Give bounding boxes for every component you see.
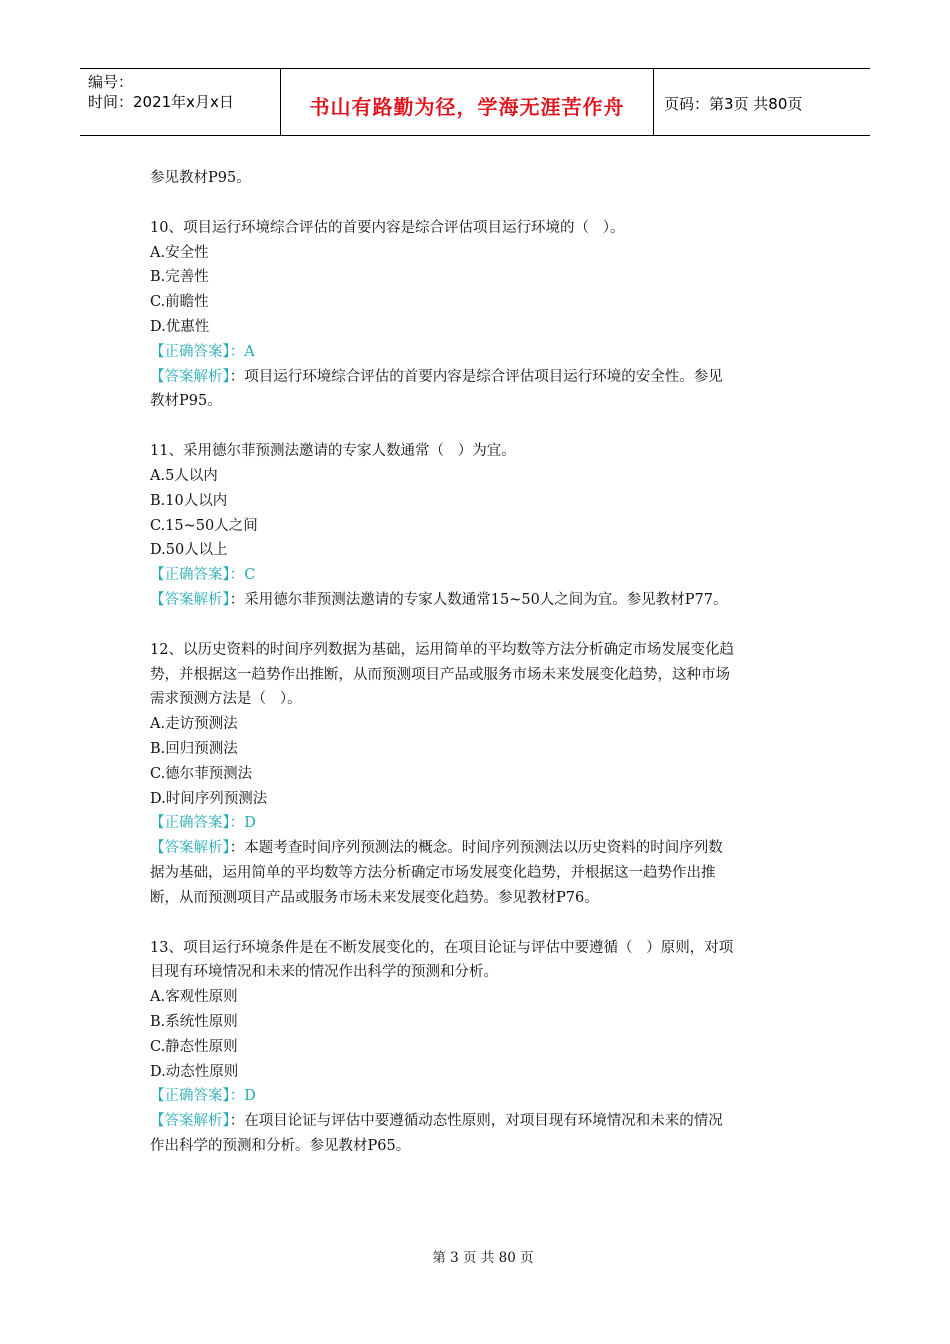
question-stem-cont: 需求预测方法是（ ）。 bbox=[150, 691, 302, 708]
answer-analysis-text: ：本题考查时间序列预测法的概念。时间序列预测法以历史资料的时间序列数 bbox=[229, 840, 723, 857]
option-b: B.回归预测法 bbox=[150, 740, 238, 757]
option-c: C.15~50人之间 bbox=[150, 517, 258, 534]
question-stem-cont: 目现有环境情况和未来的情况作出科学的预测和分析。 bbox=[150, 964, 498, 981]
option-c: C.德尔菲预测法 bbox=[150, 765, 253, 782]
option-d: D.优惠性 bbox=[150, 318, 210, 335]
correct-answer-value: ：C bbox=[229, 567, 256, 584]
correct-answer-tag: 【正确答案】 bbox=[150, 567, 230, 584]
page-footer: 第 3 页 共 80 页 bbox=[432, 1250, 534, 1266]
answer-analysis-text: ：在项目论证与评估中要遵循动态性原则，对项目现有环境情况和未来的情况 bbox=[229, 1113, 723, 1130]
question-stem: 10、项目运行环境综合评估的首要内容是综合评估项目运行环境的（ ）。 bbox=[150, 219, 625, 236]
answer-analysis-cont: 教材P95。 bbox=[150, 393, 222, 410]
option-a: A.安全性 bbox=[150, 244, 209, 261]
correct-answer-tag: 【正确答案】 bbox=[150, 815, 230, 832]
correct-answer-tag: 【正确答案】 bbox=[150, 343, 230, 360]
option-d: D.时间序列预测法 bbox=[150, 790, 268, 807]
option-c: C.静态性原则 bbox=[150, 1038, 238, 1055]
question-stem: 11、采用德尔菲预测法邀请的专家人数通常（ ）为宜。 bbox=[150, 443, 516, 460]
document-time-label: 时间：2021年x月x日 bbox=[88, 93, 234, 111]
document-number-label: 编号： bbox=[88, 73, 134, 91]
correct-answer-tag: 【正确答案】 bbox=[150, 1088, 230, 1105]
answer-analysis-tag: 【答案解析】 bbox=[150, 368, 230, 385]
document-body bbox=[150, 166, 800, 1184]
question-stem: 13、项目运行环境条件是在不断发展变化的，在项目论证与评估中要遵循（ ）原则，对项 bbox=[150, 939, 734, 956]
correct-answer bbox=[150, 563, 800, 588]
option-b: B.10人以内 bbox=[150, 492, 228, 509]
question-stem: 12、以历史资料的时间序列数据为基础，运用简单的平均数等方法分析确定市场发展变化趋 bbox=[150, 641, 734, 658]
header-meta bbox=[80, 69, 281, 135]
question-block bbox=[150, 439, 800, 613]
correct-answer bbox=[150, 1084, 800, 1109]
option-a: A.客观性原则 bbox=[150, 989, 238, 1006]
answer-analysis-text: ：项目运行环境综合评估的首要内容是综合评估项目运行环境的安全性。参见 bbox=[229, 368, 723, 385]
answer-analysis-tag: 【答案解析】 bbox=[150, 591, 230, 608]
correct-answer bbox=[150, 811, 800, 836]
answer-analysis-cont: 据为基础，运用简单的平均数等方法分析确定市场发展变化趋势，并根据这一趋势作出推 bbox=[150, 864, 716, 881]
option-a: A.走访预测法 bbox=[150, 716, 238, 733]
answer-analysis-cont: 作出科学的预测和分析。参见教材P65。 bbox=[150, 1137, 411, 1154]
question-block bbox=[150, 216, 800, 414]
option-c: C.前瞻性 bbox=[150, 294, 209, 311]
question-stem-cont: 势，并根据这一趋势作出推断，从而预测项目产品或服务市场未来发展变化趋势，这种市场 bbox=[150, 666, 730, 683]
answer-analysis bbox=[150, 1109, 800, 1134]
header-motto: 书山有路勤为径，学海无涯苦作舟 bbox=[281, 69, 654, 135]
correct-answer bbox=[150, 340, 800, 365]
header-page-info: 页码：第3页 共80页 bbox=[664, 94, 803, 113]
answer-analysis bbox=[150, 588, 800, 613]
correct-answer-value: ：A bbox=[229, 343, 255, 360]
question-block bbox=[150, 638, 800, 911]
correct-answer-value: ：D bbox=[229, 1088, 256, 1105]
answer-analysis-tag: 【答案解析】 bbox=[150, 1113, 230, 1130]
option-b: B.完善性 bbox=[150, 269, 209, 286]
answer-analysis bbox=[150, 836, 800, 861]
answer-analysis-text: ：采用德尔菲预测法邀请的专家人数通常15~50人之间为宜。参见教材P77。 bbox=[229, 591, 728, 608]
answer-analysis-tag: 【答案解析】 bbox=[150, 840, 230, 857]
answer-analysis bbox=[150, 365, 800, 390]
option-d: D.50人以上 bbox=[150, 542, 228, 559]
question-block bbox=[150, 936, 800, 1159]
correct-answer-value: ：D bbox=[229, 815, 256, 832]
option-a: A.5人以内 bbox=[150, 467, 218, 484]
intro-reference: 参见教材P95。 bbox=[150, 170, 251, 186]
page-header bbox=[80, 68, 870, 136]
answer-analysis-cont: 断，从而预测项目产品或服务市场未来发展变化趋势。参见教材P76。 bbox=[150, 889, 599, 906]
option-d: D.动态性原则 bbox=[150, 1063, 239, 1080]
option-b: B.系统性原则 bbox=[150, 1013, 238, 1030]
